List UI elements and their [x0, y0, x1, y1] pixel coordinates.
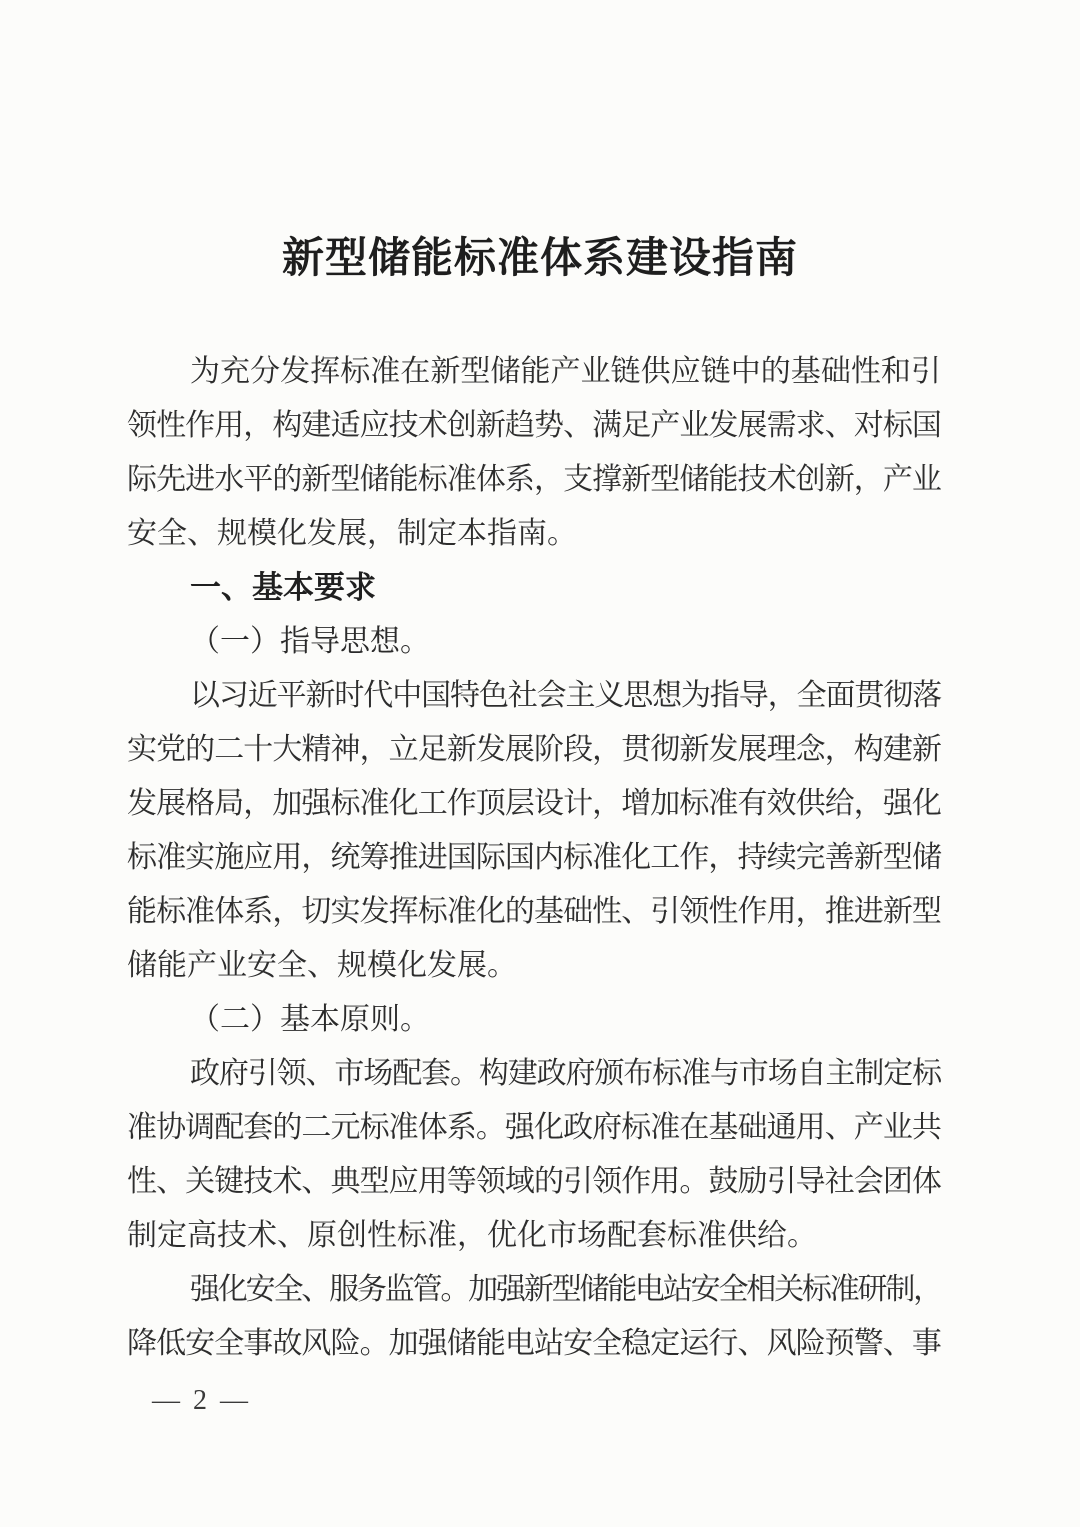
section-heading-basic-requirements: 一、基本要求: [190, 570, 376, 605]
document-body: [127, 345, 941, 1371]
subsection-heading-guiding-ideology: （一）指导思想。: [190, 625, 430, 658]
paragraph-guiding-ideology: 以习近平新时代中国特色社会主义思想为指导，全面贯彻落 实党的二十大精神，立足新发展阶段，贯彻新发展理念，构建新 发展格局，加强标准化工作顶层设计，增加标准有效供给，强化 标准实施应用，统筹推进国际国内标准化工作，持续完善新型储 能标准体系，切实发挥标准化的基础性、引领性作用，推进新型 储能产业安全、规模化发展。: [127, 679, 941, 982]
subsection-heading-basic-principles: （二）基本原则。: [190, 1003, 430, 1036]
page-number: — 2 —: [152, 1385, 251, 1416]
document-title: 新型储能标准体系建设指南: [281, 236, 798, 282]
intro-paragraph: 为充分发挥标准在新型储能产业链供应链中的基础性和引 领性作用，构建适应技术创新趋势、满足产业发展需求、对标国 际先进水平的新型储能标准体系，支撑新型储能技术创新，产业 安全、规模化发展，制定本指南。: [127, 355, 941, 550]
paragraph-safety-supervision: 强化安全、服务监管。加强新型储能电站安全相关标准研制， 降低安全事故风险。加强储能电站安全稳定运行、风险预警、事: [127, 1273, 941, 1360]
paragraph-government-market: 政府引领、市场配套。构建政府颁布标准与市场自主制定标 准协调配套的二元标准体系。强化政府标准在基础通用、产业共 性、关键技术、典型应用等领域的引领作用。鼓励引导社会团体 制定高技术、原创性标准，优化市场配套标准供给。: [127, 1057, 941, 1252]
